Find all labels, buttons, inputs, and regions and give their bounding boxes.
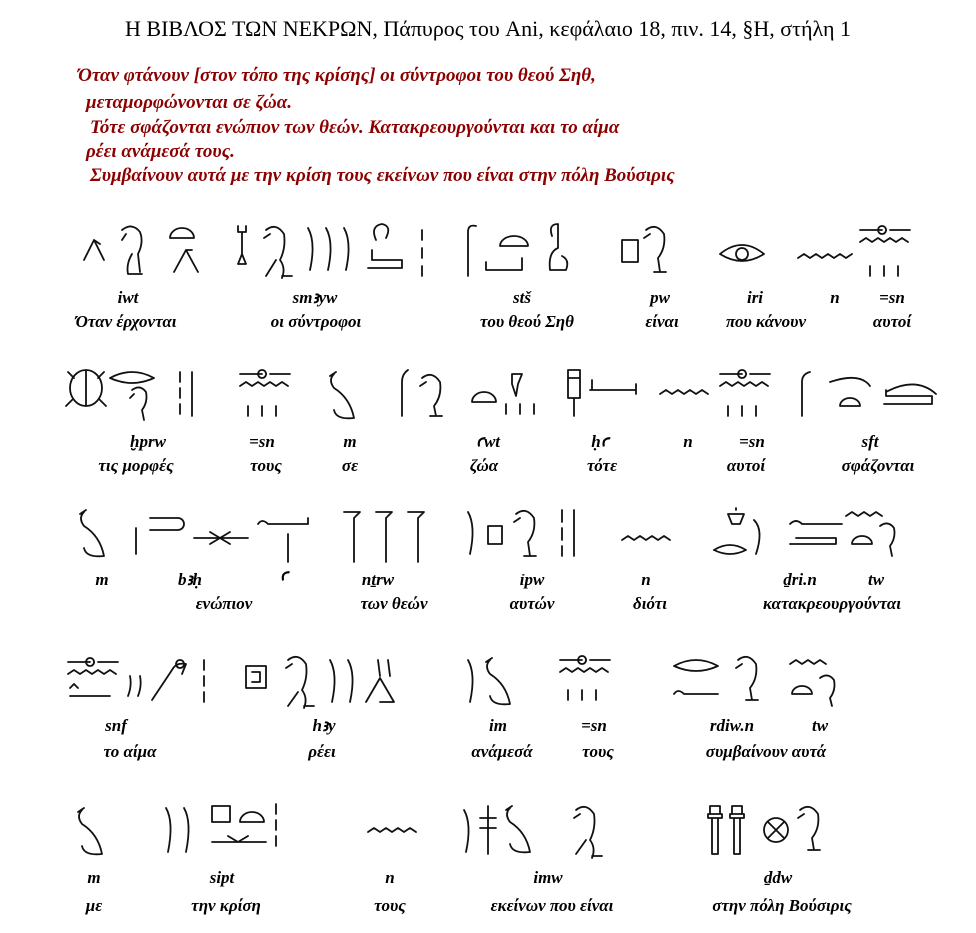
forearm-glyph: [212, 836, 266, 842]
mouth-glyph: [110, 372, 154, 383]
translation-line: Συμβαίνουν αυτά με την κρίση τους εκείνων που είναι στην πόλη Βούσιρις: [90, 165, 675, 186]
gloss-word: διότι: [633, 594, 667, 613]
translit-word: ỉpw: [519, 570, 545, 589]
gloss-word: του θεού Σηθ: [480, 312, 574, 331]
cloth-fold-glyph: [68, 658, 118, 696]
walking-stick-glyph: [802, 372, 810, 416]
cloth-fold-glyph: [560, 656, 610, 700]
cloth-fold-glyph: [846, 512, 895, 556]
translit-word: ꜥ: [279, 566, 289, 585]
translit-word: ḏri.n: [783, 570, 817, 589]
gloss-word: τους: [582, 742, 614, 761]
gloss-word: Όταν έρχονται: [75, 312, 177, 331]
seth-animal-glyph: [368, 224, 402, 268]
plural-strokes-glyph: [180, 372, 192, 416]
vase-glyph: [152, 660, 186, 700]
quail-chick-glyph: [514, 511, 536, 556]
column-glyph: [568, 370, 580, 416]
owl-glyph: [330, 372, 354, 418]
quail-chick-glyph: [420, 375, 442, 416]
vulture-glyph: [264, 227, 292, 278]
forearm-glyph: [590, 380, 636, 394]
gloss-word: εκείνων που είναι: [490, 896, 614, 915]
translit-word: n: [385, 868, 395, 887]
phallus-glyph: [136, 518, 184, 554]
translit-word: m: [343, 432, 357, 451]
translit-word: nṯrw: [361, 570, 395, 589]
translit-word: im: [489, 716, 507, 735]
walking-stick-glyph: [468, 226, 476, 276]
translit-word: stš: [513, 288, 531, 307]
hieroglyph-row-4: [60, 652, 880, 712]
water-ripple-glyph: [798, 254, 852, 258]
gloss-word: αυτοί: [726, 456, 766, 475]
page-title: Η ΒΙΒΛΟΣ ΤΩΝ ΝΕΚΡΩΝ, Πάπυρος του Ani, κεφάλαιο 18, πιν. 14, §Η, στήλη 1: [125, 16, 851, 41]
gloss-word: με: [85, 896, 103, 915]
gloss-word: το αίμα: [103, 742, 157, 761]
gloss-word: στην πόλη Βούσιρις: [712, 896, 852, 915]
water-ripple-glyph: [368, 828, 416, 832]
gloss-word: ενώπιον: [195, 594, 253, 613]
reed-leaf-glyph: [330, 660, 353, 702]
gloss-word: ανάμεσά: [471, 742, 533, 761]
walking-stick-glyph: [402, 370, 408, 416]
quail-chick-glyph: [122, 226, 142, 274]
legs-glyph: [84, 240, 104, 260]
plant-glyph: [464, 806, 496, 854]
reed-leaf-glyph: [308, 228, 349, 270]
djed-pillar-glyph: [708, 806, 744, 854]
gloss-word: τους: [374, 896, 406, 915]
owl-glyph: [80, 510, 104, 556]
gloss-word: αυτοί: [872, 312, 912, 331]
mortar-glyph: [238, 226, 246, 264]
owl-glyph: [506, 806, 530, 852]
translit-word: tw: [867, 570, 885, 589]
flag-glyph: [344, 512, 424, 562]
translit-word: n: [683, 432, 693, 451]
translit-word: n: [830, 288, 840, 307]
water-ripple-glyph: [622, 536, 670, 540]
gloss-word: σφάζονται: [841, 456, 915, 475]
translit-word: =sn: [581, 716, 607, 735]
translit-word: n: [641, 570, 651, 589]
forearm-glyph: [194, 532, 248, 544]
translit-word: imw: [533, 868, 563, 887]
gloss-word: οι σύντροφοι: [270, 312, 362, 331]
water-ripple-glyph: [660, 390, 708, 394]
gloss-word: ρέει: [308, 742, 336, 761]
quail-chick-glyph: [736, 657, 758, 700]
quail-chick-glyph: [820, 675, 835, 706]
bread-loaf-glyph: [170, 228, 194, 238]
translit-word: sft: [861, 432, 879, 451]
vulture-glyph: [286, 657, 314, 708]
mouth-glyph: [674, 660, 718, 694]
translit-word: ḏdw: [763, 868, 793, 887]
house-glyph: [246, 666, 266, 688]
gloss-word: αυτών: [509, 594, 555, 613]
bread-loaf-glyph: [472, 392, 496, 402]
hide-glyph: [506, 374, 534, 414]
stool-glyph: [622, 240, 638, 262]
plural-strokes-glyph: [562, 510, 574, 556]
reed-leaf-glyph: [468, 512, 473, 554]
translit-word: =sn: [879, 288, 905, 307]
translit-word: snf: [105, 716, 127, 735]
translit-word: smꜣyw: [292, 288, 338, 307]
translit-word: iri: [746, 288, 764, 307]
translation-line: Τότε σφάζονται ενώπιον των θεών. Κατακρεουργούνται και το αίμα: [90, 117, 620, 138]
gloss-word: σε: [341, 456, 359, 475]
bread-loaf-glyph: [500, 236, 528, 246]
translit-word: =sn: [739, 432, 765, 451]
vulture-glyph: [574, 807, 602, 858]
translit-word: tw: [811, 716, 829, 735]
translit-word: sipt: [209, 868, 235, 887]
legs-glyph: [174, 250, 198, 272]
eye-glyph: [720, 245, 764, 261]
stool-glyph: [212, 806, 230, 822]
translit-word: hꜣy: [312, 716, 336, 735]
gloss-word: είναι: [645, 312, 679, 331]
cloth-fold-glyph: [240, 370, 290, 416]
translit-word: m: [87, 868, 101, 887]
city-glyph: [764, 818, 788, 842]
translit-word: rdiw.n: [709, 716, 755, 735]
knife-glyph: [830, 378, 936, 406]
translit-word: ꜥwt: [475, 432, 501, 451]
reed-leaf-glyph: [468, 660, 473, 702]
translit-word: iwt: [117, 288, 139, 307]
translit-word: =sn: [249, 432, 275, 451]
gloss-word: τους: [250, 456, 282, 475]
translit-word: ḥꜥ: [591, 432, 609, 451]
quail-chick-glyph: [644, 227, 666, 272]
gloss-word: τότε: [586, 456, 618, 475]
cloth-fold-glyph: [860, 226, 910, 276]
gloss-word: τις μορφές: [98, 456, 174, 475]
reed-leaf-glyph: [166, 808, 189, 852]
translit-word: ḫprw: [130, 432, 166, 451]
owl-glyph: [78, 808, 102, 854]
translit-word: m: [95, 570, 109, 589]
cloth-fold-glyph: [720, 370, 770, 416]
legs-glyph: [366, 660, 394, 702]
translation-line: ρέει ανάμεσά τους.: [86, 141, 235, 162]
stool-glyph: [488, 526, 502, 544]
seated-god-glyph: [550, 224, 568, 270]
hieroglyph-row-2: [60, 366, 940, 430]
gloss-word: που κάνουν: [725, 312, 807, 331]
bread-loaf-glyph: [240, 812, 264, 822]
owl-glyph: [486, 658, 510, 704]
stool-glyph: [486, 258, 522, 270]
gloss-word: κατακρεουργούνται: [763, 594, 901, 613]
translit-word: bꜣḥ: [177, 570, 203, 589]
hieroglyph-row-5: [60, 800, 880, 864]
translation-line: μεταμορφώνονται σε ζώα.: [86, 92, 293, 113]
translation-line: Όταν φτάνουν [στον τόπο της κρίσης] οι σύντροφοι του θεού Σηθ,: [78, 65, 596, 86]
gloss-word: συμβαίνουν αυτά: [705, 742, 827, 761]
translit-word: pw: [650, 288, 670, 307]
gloss-word: την κρίση: [191, 896, 261, 915]
knot-glyph: [714, 508, 760, 554]
plural-strokes-glyph: [128, 676, 141, 696]
forearm-glyph: [258, 518, 308, 562]
hieroglyph-row-3: [60, 504, 940, 568]
quail-chick-glyph: [798, 807, 820, 850]
hieroglyph-row-1: [70, 220, 920, 288]
gloss-word: των θεών: [360, 594, 428, 613]
forearm-glyph: [790, 521, 842, 544]
scarab-glyph: [66, 370, 106, 406]
gloss-word: ζώα: [469, 456, 499, 475]
quail-chick-glyph: [130, 387, 147, 420]
